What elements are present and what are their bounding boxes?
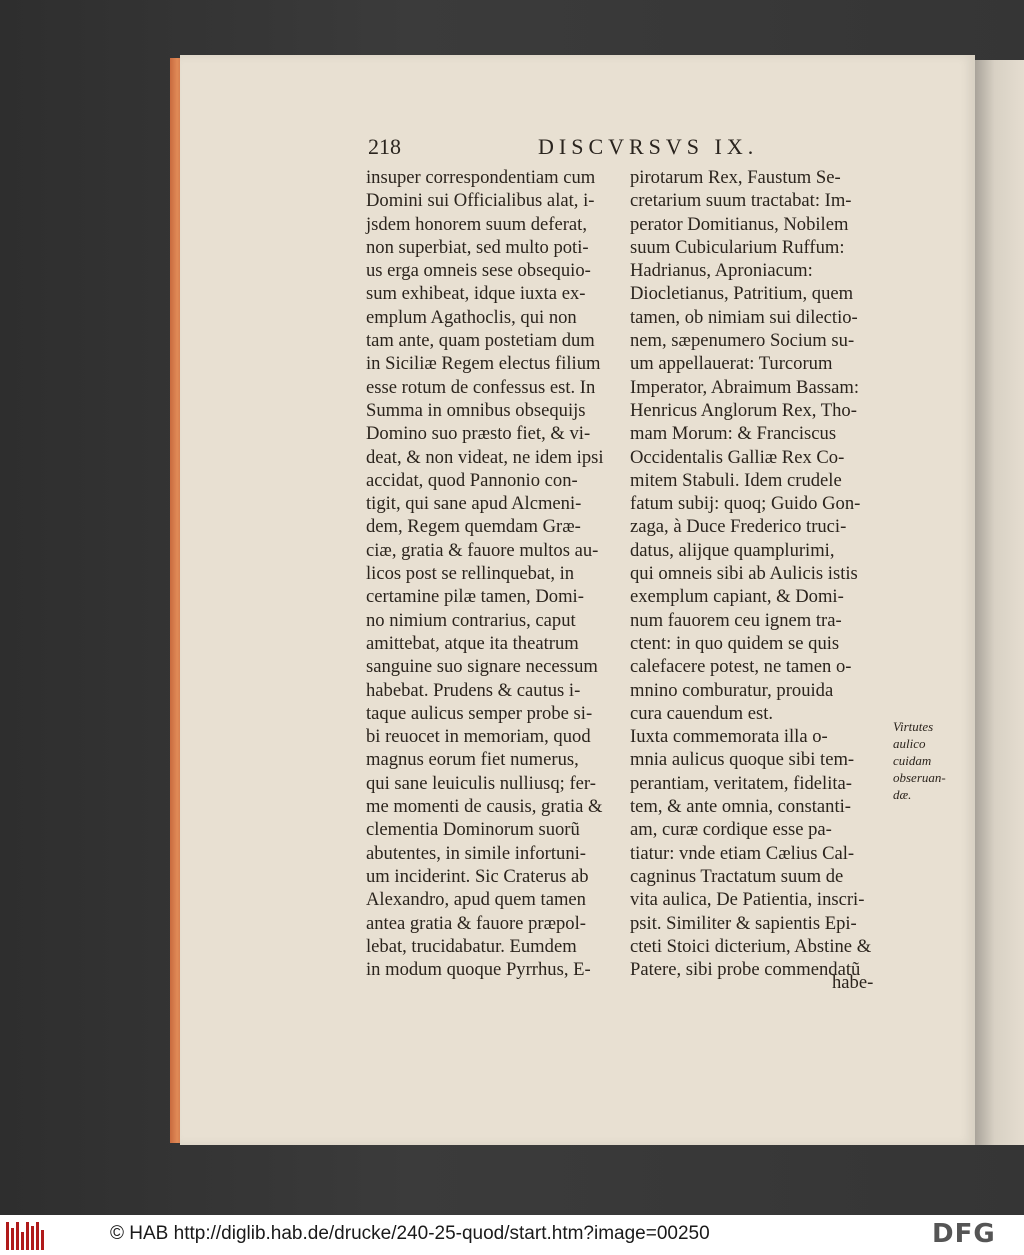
left-column-line: Alexandro, apud quem tamen xyxy=(366,889,586,911)
marginal-note-line: dæ. xyxy=(893,787,912,802)
right-column-line: Henricus Anglorum Rex, Tho- xyxy=(630,399,857,421)
copyright-url-text: © HAB http://diglib.hab.de/drucke/240-25-quod/start.htm?image=00250 xyxy=(110,1223,710,1244)
right-column-line: Patere, sibi probe commendatũ xyxy=(630,959,861,981)
catchword: habe- xyxy=(832,972,874,993)
left-column-line: antea gratia & fauore præpol- xyxy=(366,912,586,934)
left-column-line: non superbiat, sed multo poti- xyxy=(366,236,589,258)
right-column-line: perator Domitianus, Nobilem xyxy=(630,213,849,235)
left-column-line: in modum quoque Pyrrhus, E- xyxy=(366,959,591,981)
marginal-note-line: obseruan- xyxy=(893,770,946,785)
left-column-line: in Siciliæ Regem electus filium xyxy=(366,353,601,375)
left-column-line: certamine pilæ tamen, Domi- xyxy=(366,586,584,608)
right-column-line: suum Cubicularium Ruffum: xyxy=(630,236,845,258)
right-column-line: Diocletianus, Patritium, quem xyxy=(630,283,854,305)
right-column-line: cura cauendum est. xyxy=(630,702,774,724)
hab-logo-icon xyxy=(6,1220,46,1250)
right-column-line: pirotarum Rex, Faustum Se- xyxy=(630,167,841,188)
left-column-line: tigit, qui sane apud Alcmeni- xyxy=(366,493,582,515)
right-column-line: am, curæ cordique esse pa- xyxy=(630,819,832,841)
right-column-line: qui omneis sibi ab Aulicis istis xyxy=(630,563,858,585)
facing-page-edge xyxy=(975,60,1024,1145)
left-column-line: me momenti de causis, gratia & xyxy=(366,796,603,818)
left-column-line: bi reuocet in memoriam, quod xyxy=(366,726,591,748)
left-column-line: jsdem honorem suum deferat, xyxy=(366,213,588,235)
left-column-line: sum exhibeat, idque iuxta ex- xyxy=(366,283,586,305)
right-column-line: psit. Similiter & sapientis Epi- xyxy=(630,912,857,934)
right-column-line: cteti Stoici dicterium, Abstine & xyxy=(630,935,872,957)
running-title: DISCVRSVS IX. xyxy=(538,134,759,159)
left-column-line: emplum Agathoclis, qui non xyxy=(366,306,577,328)
left-column-line: sanguine suo signare necessum xyxy=(366,656,598,678)
right-column-line: zaga, à Duce Frederico truci- xyxy=(630,516,847,538)
left-column-line: Domini sui Officialibus alat, i- xyxy=(366,190,595,212)
right-column-line: datus, alijque quamplurimi, xyxy=(630,539,835,561)
page-header xyxy=(368,134,888,162)
right-column-line: mnia aulicus quoque sibi tem- xyxy=(630,749,855,771)
right-column-line: mam Morum: & Franciscus xyxy=(630,423,837,445)
left-column-line: accidat, quod Pannonio con- xyxy=(366,469,578,491)
right-column-line: vita aulica, De Patientia, inscri- xyxy=(630,889,865,911)
right-column-line: Iuxta commemorata illa o- xyxy=(630,726,828,748)
left-column-line: lebat, trucidabatur. Eumdem xyxy=(366,935,577,957)
right-column-line: tamen, ob nimiam sui dilectio- xyxy=(630,306,858,328)
page-number: 218 xyxy=(368,134,401,159)
left-column-line: dem, Regem quemdam Græ- xyxy=(366,516,581,538)
dfg-logo: DFG xyxy=(932,1219,996,1249)
right-column-line: Occidentalis Galliæ Rex Co- xyxy=(630,446,845,468)
marginal-note-line: cuidam xyxy=(893,753,932,768)
right-column-line: mnino comburatur, prouida xyxy=(630,679,834,701)
left-column-line: deat, & non videat, ne idem ipsi xyxy=(366,446,604,468)
left-column-line: Summa in omnibus obsequijs xyxy=(366,399,586,421)
left-column-line: taque aulicus semper probe si- xyxy=(366,702,593,724)
right-column-line: fatum subij: quoq; Guido Gon- xyxy=(630,493,861,515)
right-column-line: calefacere potest, ne tamen o- xyxy=(630,656,852,678)
left-column-line: habebat. Prudens & cautus i- xyxy=(366,679,581,701)
marginal-note xyxy=(893,718,973,803)
right-column-line: cagninus Tractatum suum de xyxy=(630,865,844,887)
left-column-line: amittebat, atque ita theatrum xyxy=(366,632,579,654)
left-column-line: Domino suo præsto fiet, & vi- xyxy=(366,423,591,445)
left-column-line: esse rotum de confessus est. In xyxy=(366,376,596,398)
right-column-line: Hadrianus, Aproniacum: xyxy=(630,260,813,282)
left-column-line: ciæ, gratia & fauore multos au- xyxy=(366,539,599,561)
right-column-line: tiatur: vnde etiam Cælius Cal- xyxy=(630,842,855,864)
left-column-line: insuper correspondentiam cum xyxy=(366,167,596,188)
right-column-line: perantiam, veritatem, fidelita- xyxy=(630,772,852,794)
right-column-line: nem, sæpenumero Socium su- xyxy=(630,330,855,352)
left-column-line: licos post se rellinquebat, in xyxy=(366,563,575,585)
right-column-line: exemplum capiant, & Domi- xyxy=(630,586,844,608)
right-column-line: Imperator, Abraimum Bassam: xyxy=(630,376,860,398)
left-column-line: magnus eorum fiet numerus, xyxy=(366,749,579,771)
footer-bar xyxy=(0,1215,1024,1255)
left-column-line: no nimium contrarius, caput xyxy=(366,609,576,631)
left-column-line: tam ante, quam postetiam dum xyxy=(366,330,595,352)
left-column-line: clementia Dominorum suorũ xyxy=(366,819,580,841)
left-column-line: qui sane leuiculis nulliusq; fer- xyxy=(366,772,596,794)
right-column-line: cretarium suum tractabat: Im- xyxy=(630,190,852,212)
right-column-line: num fauorem ceu ignem tra- xyxy=(630,609,842,631)
right-column-line: mitem Stabuli. Idem crudele xyxy=(630,469,842,491)
left-column-line: abutentes, in simile infortuni- xyxy=(366,842,586,864)
left-text-column xyxy=(366,166,624,981)
right-column-line: um appellauerat: Turcorum xyxy=(630,353,833,375)
right-column-line: ctent: in quo quidem se quis xyxy=(630,632,840,654)
marginal-note-line: aulico xyxy=(893,736,926,751)
left-column-line: us erga omneis sese obsequio- xyxy=(366,260,591,282)
right-column-line: tem, & ante omnia, constanti- xyxy=(630,796,852,818)
marginal-note-line: Virtutes xyxy=(893,719,934,734)
left-column-line: um inciderint. Sic Craterus ab xyxy=(366,865,589,887)
right-text-column xyxy=(630,166,898,981)
